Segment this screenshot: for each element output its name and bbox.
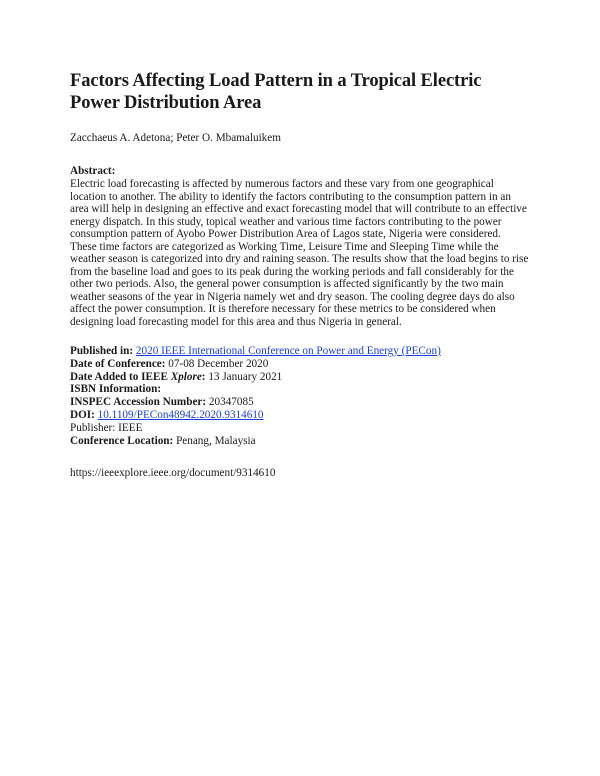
publisher-row: Publisher: IEEE: [70, 421, 143, 434]
date-added-label-xplore: Xplore: [170, 370, 202, 383]
date-added-label-suffix: :: [201, 370, 206, 383]
conference-location-value: Penang, Malaysia: [176, 434, 256, 447]
date-of-conference-value: 07-08 December 2020: [168, 357, 269, 370]
date-added-value: 13 January 2021: [208, 370, 283, 383]
published-in-label: Published in:: [70, 345, 134, 357]
document-page: [70, 70, 530, 492]
paper-authors: Zacchaeus A. Adetona; Peter O. Mbamaluikem: [70, 132, 281, 144]
date-of-conference-label: Date of Conference:: [70, 357, 166, 370]
source-url: https://ieeexplore.ieee.org/document/9314610: [70, 467, 276, 480]
date-added-row: [70, 371, 530, 384]
publication-metadata: [70, 345, 530, 447]
inspec-label: INSPEC Accession Number:: [70, 396, 207, 409]
doi-link[interactable]: 10.1109/PECon48942.2020.9314610: [97, 408, 264, 421]
date-added-label: [70, 371, 206, 383]
published-in-link[interactable]: 2020 IEEE International Conference on Power and Energy (PECon): [135, 345, 441, 357]
doi-label: DOI:: [70, 408, 95, 421]
date-of-conference-row: [70, 358, 530, 371]
abstract-heading: Abstract:: [70, 165, 116, 177]
abstract-text: Electric load forecasting is affected by numerous factors and these vary from one geographical location to another. The ability to identify the factors contributing to the consumption pattern in an area will help in designing an effective and exact forecasting model that will contribute to an effective energy dispatch. In this study, topical weather and various time factors contributing to the power consumption pattern of Ayobo Power Distribution Area of Lagos state, Nigeria were considered. These time factors are categorized as Working Time, Leisure Time and Sleeping Time while the weather season is categorized into dry and raining season. The results show that the load begins to rise from the baseline load and goes to its peak during the working periods and fall considerably for the other two periods. Also, the general power consumption is affected significantly by the two main weather seasons of the year in Nigeria namely wet and dry season. The cooling degree days do also affect the power consumption. It is therefore necessary for these metrics to be considered when designing load forecasting model for this area and thus Nigeria in general.: [70, 178, 529, 328]
isbn-row: [70, 383, 530, 396]
date-added-label-prefix: Date Added to IEEE: [70, 370, 171, 383]
inspec-row: [70, 396, 530, 409]
conference-location-row: [70, 435, 530, 448]
inspec-value: 20347085: [208, 396, 254, 409]
isbn-label: ISBN Information:: [70, 383, 162, 396]
published-in-row: [70, 345, 530, 358]
conference-location-label: Conference Location:: [70, 434, 174, 447]
doi-row: [70, 409, 530, 422]
paper-title: Factors Affecting Load Pattern in a Tropical Electric Power Distribution Area: [70, 71, 482, 113]
